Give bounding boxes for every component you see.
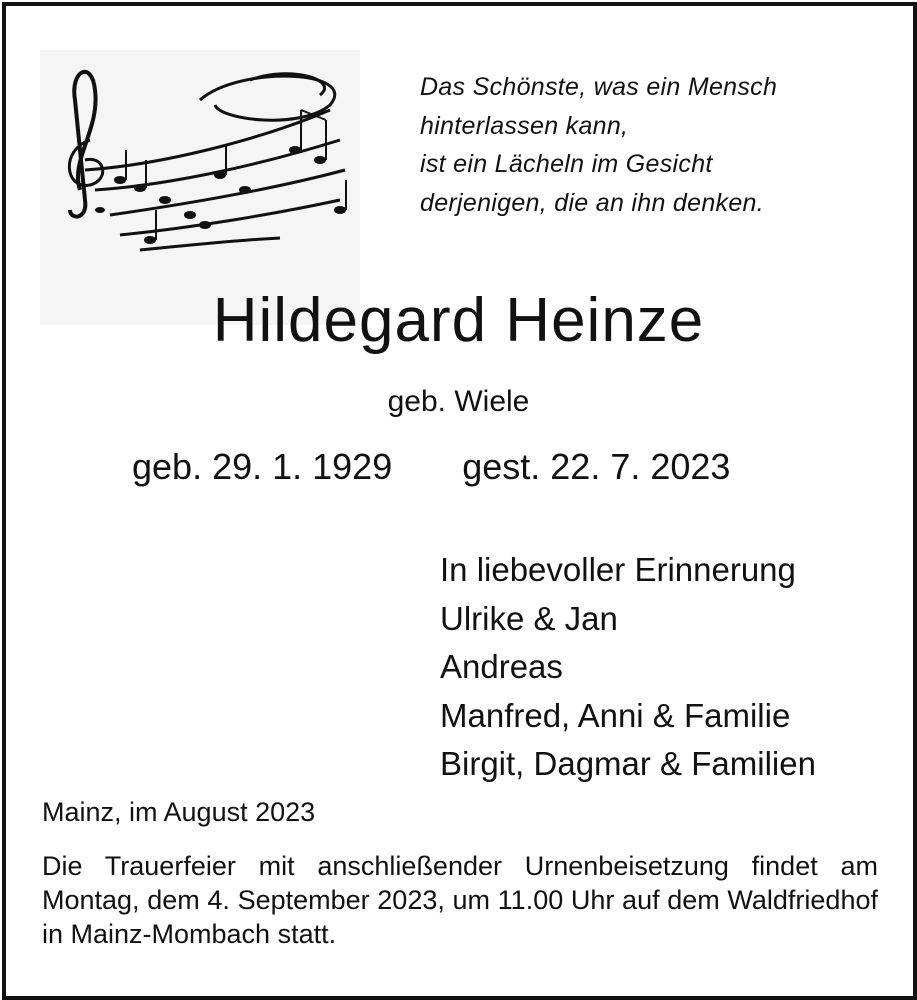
place-date: Mainz, im August 2023 [42,797,316,827]
quote-line: ist ein Lächeln im Gesicht [420,150,713,178]
mourner: Andreas [440,648,563,685]
music-notes-icon [40,50,360,325]
mourners-heading: In liebevoller Erinnerung [440,551,796,588]
quote-line: Das Schönste, was ein Mensch [420,73,778,101]
death-date: gest. 22. 7. 2023 [462,446,731,487]
quote [420,68,777,222]
service-info: Die Trauerfeier mit anschließender Urnenbeisetzung findet am Montag, dem 4. September 2023, um 11.00 Uhr auf dem Waldfriedhof in Mainz-Mombach statt. [42,851,878,949]
birth-date: geb. 29. 1. 1929 [132,446,393,487]
maiden-name: geb. Wiele [387,385,530,418]
mourner: Ulrike & Jan [440,599,618,637]
deceased-name: Hildegard Heinze [212,286,705,355]
mourner: Birgit, Dagmar & Familien [440,745,816,782]
quote-line: derjenigen, die an ihn denken. [420,188,764,217]
mourner: Manfred, Anni & Familie [440,696,791,734]
quote-line: hinterlassen kann, [420,111,629,140]
mourners-list [440,546,816,789]
music-notes-illustration [40,50,360,325]
life-dates [132,446,730,488]
